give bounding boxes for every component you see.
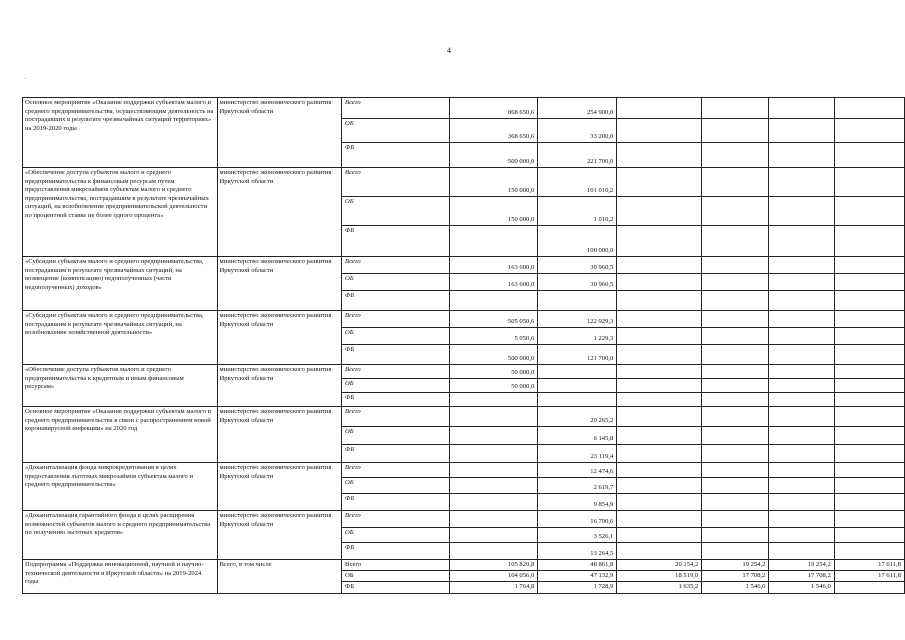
amount-cell — [834, 257, 904, 274]
amount-cell — [450, 407, 538, 427]
amount-cell — [617, 379, 702, 393]
amount-cell: 33 200,0 — [538, 119, 617, 143]
amount-cell — [617, 257, 702, 274]
amount-cell — [834, 543, 904, 560]
amount-cell: 368 650,6 — [450, 119, 538, 143]
amount-cell — [617, 98, 702, 119]
amount-cell: 163 600,0 — [450, 274, 538, 291]
amount-cell — [834, 582, 904, 593]
funding-source-label: Всего — [342, 257, 450, 274]
amount-cell — [769, 168, 834, 197]
amount-cell: 1 010,2 — [538, 197, 617, 226]
amount-cell: 12 474,6 — [538, 463, 617, 478]
amount-cell — [769, 528, 834, 543]
amount-cell: 500 000,0 — [450, 143, 538, 168]
amount-cell — [769, 197, 834, 226]
funding-source-label: ФБ — [342, 143, 450, 168]
amount-cell — [834, 463, 904, 478]
funding-source-label: Всего — [342, 463, 450, 478]
amount-cell: 3 526,1 — [538, 528, 617, 543]
amount-cell — [617, 345, 702, 365]
responsible-executor: министерство экономического развития Иркутской области — [217, 98, 342, 168]
amount-cell — [617, 511, 702, 528]
amount-cell — [834, 143, 904, 168]
amount-cell — [834, 274, 904, 291]
amount-cell: 1 728,9 — [538, 582, 617, 593]
funding-source-label: Всего — [342, 311, 450, 328]
amount-cell — [834, 379, 904, 393]
amount-cell — [450, 511, 538, 528]
amount-cell — [769, 328, 834, 345]
funding-source-label: Всего — [342, 560, 450, 571]
amount-cell — [834, 528, 904, 543]
amount-cell — [617, 393, 702, 407]
amount-cell: 221 700,0 — [538, 143, 617, 168]
funding-source-label: ОБ — [342, 571, 450, 582]
amount-cell — [450, 543, 538, 560]
amount-cell — [702, 345, 769, 365]
amount-cell — [834, 407, 904, 427]
amount-cell: 254 900,0 — [538, 98, 617, 119]
amount-cell — [834, 494, 904, 511]
amount-cell — [769, 393, 834, 407]
amount-cell — [702, 98, 769, 119]
amount-cell — [617, 311, 702, 328]
amount-cell: 105 820,8 — [450, 560, 538, 571]
activity-description: Основное мероприятие «Оказание поддержки субъектам малого и среднего предпринимательства в связи с распространением новой коронавирусной инфекции» на 2020 год — [23, 407, 218, 463]
amount-cell — [834, 345, 904, 365]
amount-cell — [450, 463, 538, 478]
responsible-executor: министерство экономического развития Иркутской области — [217, 407, 342, 463]
amount-cell — [702, 379, 769, 393]
amount-cell — [617, 528, 702, 543]
amount-cell — [834, 445, 904, 463]
activity-description: «Обеспечение доступа субъектов малого и среднего предпринимательства к финансовым ресурсам путем предоставления микрозаймов субъектам малого и среднего предпринимательства, пострадавшим в результате чрезвычайных ситуаций, на возобновление предпринимательской деятельности по процентной ставке не более одного процента» — [23, 168, 218, 257]
amount-cell — [834, 365, 904, 379]
amount-cell: 1 229,3 — [538, 328, 617, 345]
amount-cell — [834, 511, 904, 528]
amount-cell — [538, 393, 617, 407]
amount-cell — [834, 427, 904, 445]
table-row — [23, 463, 905, 478]
activity-description: «Докапитализация фонда микрокредитования в целях предоставления льготных микрозаймов субъектам малого и среднего предпринимательства» — [23, 463, 218, 511]
funding-source-label: ФБ — [342, 291, 450, 311]
table-row — [23, 560, 905, 571]
amount-cell: 18 519,0 — [617, 571, 702, 582]
amount-cell — [702, 445, 769, 463]
amount-cell: 150 000,0 — [450, 168, 538, 197]
amount-cell — [450, 427, 538, 445]
amount-cell: 17 611,8 — [834, 560, 904, 571]
amount-cell: 17 708,2 — [769, 571, 834, 582]
amount-cell: 163 600,0 — [450, 257, 538, 274]
amount-cell — [617, 274, 702, 291]
amount-cell — [450, 291, 538, 311]
amount-cell — [769, 379, 834, 393]
table-body — [23, 98, 905, 594]
table-row — [23, 365, 905, 379]
amount-cell — [702, 257, 769, 274]
amount-cell — [769, 463, 834, 478]
amount-cell — [450, 393, 538, 407]
amount-cell: 48 861,8 — [538, 560, 617, 571]
amount-cell — [769, 511, 834, 528]
amount-cell: 1 764,8 — [450, 582, 538, 593]
responsible-executor: министерство экономического развития Иркутской области — [217, 257, 342, 311]
amount-cell: 19 254,2 — [702, 560, 769, 571]
amount-cell — [702, 197, 769, 226]
amount-cell — [617, 291, 702, 311]
amount-cell: 30 960,5 — [538, 257, 617, 274]
table-row — [23, 407, 905, 427]
amount-cell — [617, 365, 702, 379]
amount-cell: 30 960,5 — [538, 274, 617, 291]
amount-cell — [617, 445, 702, 463]
amount-cell — [702, 143, 769, 168]
funding-source-label: ОБ — [342, 328, 450, 345]
amount-cell — [617, 143, 702, 168]
activity-description: Основное мероприятие «Оказание поддержки субъектам малого и среднего предпринимательства, осуществляющим деятельность на пострадавших в результате чрезвычайных ситуаций территориях» на 2019-2020 годы — [23, 98, 218, 168]
amount-cell — [834, 291, 904, 311]
funding-source-label: Всего — [342, 168, 450, 197]
amount-cell — [617, 328, 702, 345]
table-row — [23, 311, 905, 328]
amount-cell — [834, 226, 904, 257]
amount-cell: 121 700,0 — [538, 345, 617, 365]
amount-cell — [617, 197, 702, 226]
amount-cell — [702, 511, 769, 528]
amount-cell — [702, 119, 769, 143]
amount-cell — [769, 226, 834, 257]
amount-cell — [769, 274, 834, 291]
funding-source-label: ФБ — [342, 543, 450, 560]
funding-source-label: ФБ — [342, 393, 450, 407]
stray-mark: . — [25, 75, 27, 81]
funding-source-label: ОБ — [342, 427, 450, 445]
amount-cell: 50 000,0 — [450, 365, 538, 379]
funding-source-label: ОБ — [342, 528, 450, 543]
amount-cell — [834, 168, 904, 197]
amount-cell — [834, 119, 904, 143]
responsible-executor: Всего, в том числе — [217, 560, 342, 594]
responsible-executor: министерство экономического развития Иркутской области — [217, 311, 342, 365]
amount-cell: 29 265,2 — [538, 407, 617, 427]
amount-cell — [702, 328, 769, 345]
amount-cell — [450, 226, 538, 257]
responsible-executor: министерство экономического развития Иркутской области — [217, 511, 342, 560]
page-number: 4 — [447, 46, 451, 55]
amount-cell: 20 154,2 — [617, 560, 702, 571]
amount-cell — [834, 478, 904, 494]
amount-cell — [702, 365, 769, 379]
responsible-executor: министерство экономического развития Иркутской области — [217, 168, 342, 257]
amount-cell — [538, 379, 617, 393]
responsible-executor: министерство экономического развития Иркутской области — [217, 463, 342, 511]
funding-source-label: ФБ — [342, 226, 450, 257]
amount-cell: 19 254,2 — [769, 560, 834, 571]
amount-cell: 50 000,0 — [450, 379, 538, 393]
amount-cell: 5 050,6 — [450, 328, 538, 345]
amount-cell — [702, 393, 769, 407]
amount-cell: 16 790,6 — [538, 511, 617, 528]
amount-cell: 500 000,0 — [450, 345, 538, 365]
activity-description: Подпрограмма «Поддержка инновационной, научной и научно-технической деятельности в Иркутской области» на 2019-2024 годы — [23, 560, 218, 594]
amount-cell — [769, 311, 834, 328]
amount-cell: 868 650,6 — [450, 98, 538, 119]
table-row — [23, 511, 905, 528]
amount-cell — [769, 143, 834, 168]
amount-cell — [834, 311, 904, 328]
amount-cell — [769, 543, 834, 560]
activity-description: «Докапитализация гарантийного фонда в целях расширения возможностей субъектов малого и среднего предпринимательства по получению льготных кредитов» — [23, 511, 218, 560]
amount-cell — [702, 543, 769, 560]
amount-cell — [702, 478, 769, 494]
funding-source-label: ОБ — [342, 274, 450, 291]
amount-cell — [834, 98, 904, 119]
amount-cell: 104 056,0 — [450, 571, 538, 582]
amount-cell — [702, 494, 769, 511]
amount-cell — [617, 543, 702, 560]
amount-cell — [702, 528, 769, 543]
table-row — [23, 257, 905, 274]
activity-description: «Субсидии субъектам малого и среднего предпринимательства, пострадавшим в результате чрезвычайных ситуаций, на возмещение (компенсацию) недополученных (части недополученных) доходов» — [23, 257, 218, 311]
table-row — [23, 98, 905, 119]
amount-cell: 17 708,2 — [702, 571, 769, 582]
amount-cell — [617, 119, 702, 143]
amount-cell — [702, 311, 769, 328]
amount-cell: 23 119,4 — [538, 445, 617, 463]
amount-cell: 101 010,2 — [538, 168, 617, 197]
funding-source-label: ОБ — [342, 197, 450, 226]
activity-description: «Субсидии субъектам малого и среднего предпринимательства, пострадавшим в результате чрезвычайных ситуаций, на возобновление хозяйственной деятельности» — [23, 311, 218, 365]
funding-source-label: ФБ — [342, 345, 450, 365]
amount-cell — [450, 478, 538, 494]
amount-cell: 1 635,2 — [617, 582, 702, 593]
amount-cell — [769, 291, 834, 311]
amount-cell — [834, 328, 904, 345]
funding-source-label: ФБ — [342, 494, 450, 511]
activity-description: «Обеспечение доступа субъектов малого и среднего предпринимательства к кредитным и иным финансовым ресурсам» — [23, 365, 218, 407]
amount-cell — [617, 463, 702, 478]
amount-cell — [702, 291, 769, 311]
amount-cell: 150 000,0 — [450, 197, 538, 226]
amount-cell — [769, 98, 834, 119]
amount-cell: 1 546,0 — [769, 582, 834, 593]
amount-cell: 17 611,8 — [834, 571, 904, 582]
amount-cell — [769, 427, 834, 445]
amount-cell: 2 619,7 — [538, 478, 617, 494]
amount-cell — [702, 274, 769, 291]
amount-cell — [769, 407, 834, 427]
amount-cell — [769, 478, 834, 494]
amount-cell — [769, 365, 834, 379]
amount-cell — [834, 197, 904, 226]
amount-cell — [617, 226, 702, 257]
amount-cell: 13 264,5 — [538, 543, 617, 560]
funding-source-label: Всего — [342, 407, 450, 427]
amount-cell — [538, 365, 617, 379]
amount-cell: 47 132,9 — [538, 571, 617, 582]
funding-source-label: ОБ — [342, 119, 450, 143]
table-row — [23, 168, 905, 197]
funding-source-label: ОБ — [342, 478, 450, 494]
amount-cell: 122 929,3 — [538, 311, 617, 328]
amount-cell: 1 546,0 — [702, 582, 769, 593]
funding-source-label: Всего — [342, 511, 450, 528]
amount-cell — [769, 445, 834, 463]
amount-cell — [450, 445, 538, 463]
amount-cell — [769, 257, 834, 274]
amount-cell — [702, 427, 769, 445]
amount-cell — [702, 168, 769, 197]
responsible-executor: министерство экономического развития Иркутской области — [217, 365, 342, 407]
funding-source-label: ОБ — [342, 379, 450, 393]
amount-cell — [834, 393, 904, 407]
amount-cell — [617, 168, 702, 197]
amount-cell: 6 145,8 — [538, 427, 617, 445]
amount-cell — [769, 345, 834, 365]
budget-table — [22, 97, 905, 594]
amount-cell — [617, 427, 702, 445]
amount-cell — [702, 463, 769, 478]
amount-cell: 505 050,6 — [450, 311, 538, 328]
funding-source-label: Всего — [342, 365, 450, 379]
amount-cell — [617, 407, 702, 427]
amount-cell — [769, 119, 834, 143]
amount-cell — [538, 291, 617, 311]
amount-cell: 9 854,9 — [538, 494, 617, 511]
amount-cell — [617, 494, 702, 511]
amount-cell — [769, 494, 834, 511]
funding-source-label: ФБ — [342, 582, 450, 593]
amount-cell — [450, 528, 538, 543]
funding-source-label: ФБ — [342, 445, 450, 463]
amount-cell — [702, 407, 769, 427]
amount-cell — [450, 494, 538, 511]
amount-cell — [702, 226, 769, 257]
amount-cell: 100 000,0 — [538, 226, 617, 257]
amount-cell — [617, 478, 702, 494]
funding-source-label: Всего — [342, 98, 450, 119]
